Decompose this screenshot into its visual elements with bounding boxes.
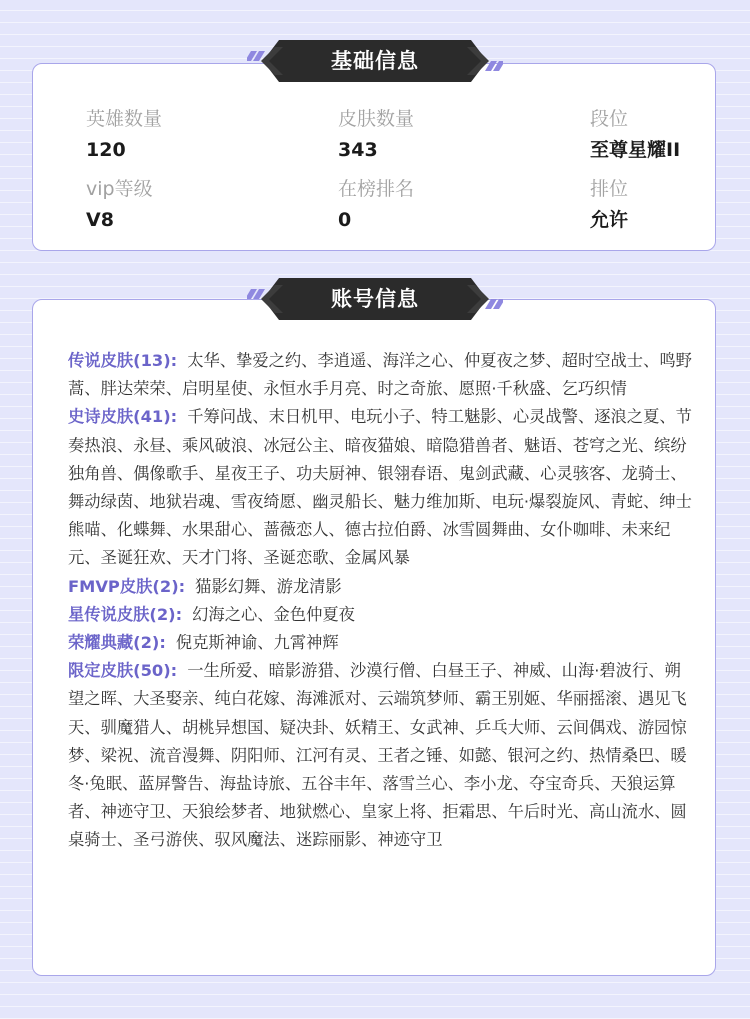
section-header-basic (247, 38, 503, 84)
category-epic (68, 407, 692, 567)
stat-hero-count (86, 107, 162, 162)
section-header-account (247, 276, 503, 322)
stat-skin-count (338, 107, 414, 162)
stat-rank-tier (590, 107, 680, 162)
category-fmvp (68, 577, 342, 596)
category-glory-collection (68, 633, 339, 652)
category-label: 限定皮肤(50): (68, 661, 178, 681)
stat-value: 0 (338, 209, 352, 231)
category-label: 荣耀典藏(2): (68, 633, 166, 653)
category-label: 传说皮肤(13): (68, 351, 178, 370)
category-label: FMVP皮肤(2): (68, 576, 186, 596)
category-legendary (68, 351, 692, 398)
stat-value: V8 (86, 209, 114, 231)
category-items: 千筹问战、末日机甲、电玩小子、特工魅影、心灵战警、逐浪之夏、节奏热浪、永昼、乘风破浪、冰冠公主、暗夜猫娘、暗隐猎兽者、魅语、苍穹之光、缤纷独角兽、偶像歌手、星夜王子、功夫厨神、银翎春语、鬼剑武藏、心灵骇客、龙骑士、舞动绿茵、地狱岩魂、雪夜绮愿、幽灵船长、魅力维加斯、电玩·爆裂旋风、青蛇、绅士熊喵、化蝶舞、水果甜心、蔷薇恋人、德古拉伯爵、冰雪圆舞曲、女仆咖啡、未来纪元、圣诞狂欢、天才门将、圣诞恋歌、金属风暴 (68, 407, 692, 568)
stat-label: 段位 (590, 108, 629, 130)
stat-label: 英雄数量 (86, 108, 163, 130)
stat-ranked-allowed (590, 177, 628, 232)
stat-value: 允许 (590, 209, 629, 231)
section-title: 基础信息 (331, 49, 419, 73)
stat-value: 343 (338, 139, 378, 161)
category-star-legendary (68, 605, 355, 624)
stat-value: 至尊星耀II (590, 139, 681, 161)
section-title: 账号信息 (331, 287, 419, 311)
category-items: 倪克斯神谕、九霄神辉 (175, 633, 339, 653)
category-items: 猫影幻舞、游龙清影 (195, 576, 342, 596)
stat-vip-level (86, 177, 153, 232)
stat-label: 皮肤数量 (338, 108, 415, 130)
stat-value: 120 (86, 139, 126, 161)
category-items: 太华、挚爱之约、李逍遥、海洋之心、仲夏夜之梦、超时空战士、鸣野蒿、胖达荣荣、启明星使、永恒水手月亮、时之奇旅、愿照·千秋盛、乞巧织情 (68, 351, 692, 399)
stat-label: vip等级 (86, 178, 153, 200)
category-limited (68, 661, 687, 849)
basic-info-card (32, 63, 716, 251)
category-label: 星传说皮肤(2): (68, 604, 183, 624)
account-info-card (32, 299, 716, 976)
stat-label: 排位 (590, 178, 629, 200)
category-label: 史诗皮肤(41): (68, 407, 178, 427)
skin-list (68, 347, 696, 855)
category-items: 一生所爱、暗影游猎、沙漠行僧、白昼王子、神威、山海·碧波行、朔望之晖、大圣娶亲、纯白花嫁、海滩派对、云端筑梦师、霸王别姬、华丽摇滚、遇见飞天、驯魔猎人、胡桃异想国、疑决卦、妖精王、女武神、乒乓大师、云间偶戏、游园惊梦、梁祝、流音漫舞、阴阳师、江河有灵、王者之锤、如懿、银河之约、热情桑巴、暖冬·兔眠、蓝屏警告、海盐诗旅、五谷丰年、落雪兰心、李小龙、夺宝奇兵、天狼运算者、神迹守卫、天狼绘梦者、地狱燃心、皇家上将、拒霜思、午后时光、高山流水、圆桌骑士、圣弓游侠、驭风魔法、迷踪丽影、神迹守卫 (68, 661, 687, 850)
stat-leaderboard-rank (338, 177, 414, 232)
stat-label: 在榜排名 (338, 178, 415, 200)
category-items: 幻海之心、金色仲夏夜 (192, 604, 355, 624)
